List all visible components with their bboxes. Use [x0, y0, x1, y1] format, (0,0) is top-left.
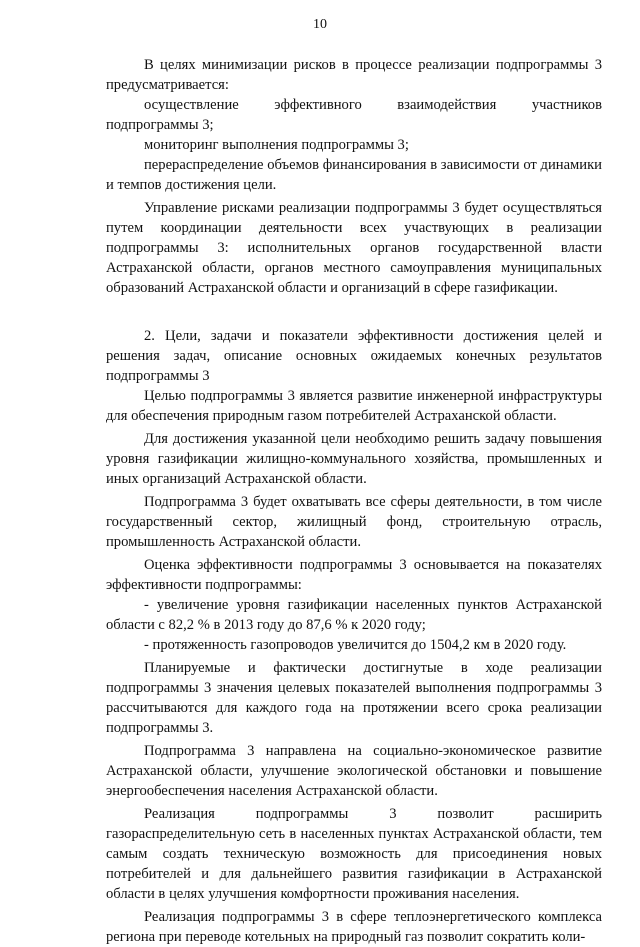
document-body [106, 55, 602, 947]
paragraph: Для достижения указанной цели необходимо решить задачу повышения уровня газификации жилищно-коммунального хозяйства, промышленных и иных организаций Астраханской области. [106, 431, 602, 487]
list-item: перераспределение объемов финансирования в зависимости от динамики и темпов достижения цели. [106, 157, 602, 193]
list-item: осуществление эффективного взаимодействия участников подпрограммы 3; [106, 97, 602, 133]
paragraph: Подпрограмма 3 будет охватывать все сферы деятельности, в том числе государственный сектор, жилищный фонд, строительную отрасль, промышленность Астраханской области. [106, 494, 602, 550]
list-item: мониторинг выполнения подпрограммы 3; [144, 137, 409, 153]
paragraph: В целях минимизации рисков в процессе реализации подпрограммы 3 предусматривается: [106, 57, 602, 93]
paragraph: Реализация подпрограммы 3 позволит расширить газораспределительную сеть в населенных пунктах Астраханской области, тем самым создать техническую возможность для присоединения новых потребителей и для дальнейшего развития газификации в Астраханской области в целях улучшения комфортности проживания населения. [106, 806, 602, 902]
list-item: - протяженность газопроводов увеличится до 1504,2 км в 2020 году. [144, 637, 567, 653]
paragraph: Оценка эффективности подпрограммы 3 основывается на показателях эффективности подпрограммы: [106, 557, 602, 593]
paragraph: Целью подпрограммы 3 является развитие инженерной инфраструктуры для обеспечения природным газом потребителей Астраханской области. [106, 388, 602, 424]
section-heading: 2. Цели, задачи и показатели эффективности достижения целей и решения задач, описание основных ожидаемых конечных результатов подпрограммы 3 [106, 328, 602, 384]
page-number: 10 [313, 17, 327, 32]
paragraph: Реализация подпрограммы 3 в сфере теплоэнергетического комплекса региона при переводе котельных на природный газ позволит сократить коли- [106, 909, 602, 945]
paragraph: Управление рисками реализации подпрограммы 3 будет осуществляться путем координации деятельности всех участвующих в реализации подпрограммы 3: исполнительных органов государственной власти Астраханской области, органов местного самоуправления муниципальных образований Астраханской области и организаций в сфере газификации. [106, 200, 602, 296]
paragraph: Планируемые и фактически достигнутые в ходе реализации подпрограммы 3 значения целевых показателей выполнения подпрограммы 3 рассчитываются для каждого года на протяжении всего срока реализации подпрограммы 3. [106, 660, 602, 736]
list-item: - увеличение уровня газификации населенных пунктов Астраханской области с 82,2 % в 2013 году до 87,6 % к 2020 году; [106, 597, 602, 633]
paragraph: Подпрограмма 3 направлена на социально-экономическое развитие Астраханской области, улучшение экологической обстановки и повышение энергообеспечения населения Астраханской области. [106, 743, 602, 799]
